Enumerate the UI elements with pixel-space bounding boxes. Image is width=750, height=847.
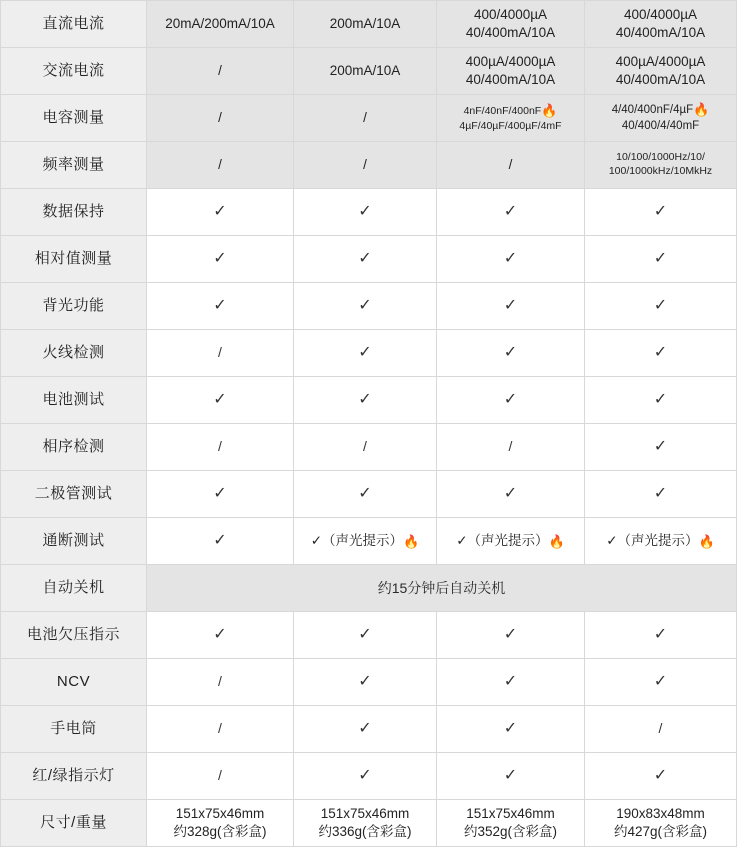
cell-line: 约336g(含彩盒) — [318, 824, 412, 839]
row-label: 红/绿指示灯 — [1, 753, 147, 800]
check-icon: ✓ — [358, 720, 372, 738]
cell-text: / — [218, 156, 222, 172]
cell-line: 4/40/400nF/4µF🔥 — [611, 102, 710, 118]
check-icon: ✓ — [358, 485, 372, 503]
spec-cell — [437, 48, 585, 95]
check-icon: ✓ — [653, 203, 668, 221]
spec-cell — [437, 330, 585, 377]
spec-cell — [585, 471, 737, 518]
table-row — [1, 565, 737, 612]
check-icon: ✓ — [358, 297, 372, 315]
cell-line: 151x75x46mm — [466, 805, 555, 821]
spec-cell — [437, 471, 585, 518]
spec-cell — [585, 753, 737, 800]
check-icon: ✓ — [358, 203, 372, 221]
check-icon: ✓ — [503, 673, 518, 691]
spec-cell — [585, 612, 737, 659]
spec-cell — [294, 236, 437, 283]
spec-cell — [585, 142, 737, 189]
spec-cell — [294, 142, 437, 189]
table-row — [1, 330, 737, 377]
spec-cell — [585, 1, 737, 48]
check-icon: ✓ — [213, 485, 227, 503]
check-icon: ✓ — [358, 344, 372, 362]
check-icon: ✓ — [653, 626, 668, 644]
cell-line: 40/400/4/40mF — [621, 119, 700, 132]
spec-cell — [147, 1, 294, 48]
check-icon: ✓ — [503, 250, 518, 268]
table-row — [1, 48, 737, 95]
flame-icon: 🔥 — [403, 533, 420, 549]
cell-line: 约352g(含彩盒) — [463, 824, 558, 839]
flame-icon: 🔥 — [698, 533, 715, 549]
cell-text: ✓（声光提示） — [456, 532, 549, 548]
spec-cell — [585, 330, 737, 377]
row-label: 电池欠压指示 — [1, 612, 147, 659]
table-row — [1, 189, 737, 236]
spec-cell — [585, 706, 737, 753]
row-label: 电池测试 — [1, 377, 147, 424]
cell-line: 40/400mA/10A — [615, 72, 706, 87]
spec-cell — [585, 95, 737, 142]
row-label: 火线检测 — [1, 330, 147, 377]
cell-line: 10/100/1000Hz/10/ — [616, 151, 705, 164]
check-icon: ✓ — [358, 767, 372, 785]
check-icon: ✓ — [213, 250, 227, 268]
cell-text: / — [218, 62, 222, 78]
cell-line: 4µF/40µF/400µF/4mF — [459, 119, 562, 132]
spec-cell — [294, 518, 437, 565]
spec-cell — [147, 753, 294, 800]
spec-cell — [147, 659, 294, 706]
not-available-mark: / — [658, 720, 663, 737]
check-icon: ✓ — [653, 250, 668, 268]
spec-cell — [437, 706, 585, 753]
spec-cell — [147, 142, 294, 189]
cell-line: 约427g(含彩盒) — [613, 824, 708, 839]
table-row — [1, 659, 737, 706]
check-icon: ✓ — [503, 344, 518, 362]
flame-icon: 🔥 — [693, 102, 710, 118]
flame-icon: 🔥 — [541, 102, 558, 118]
spec-cell — [147, 95, 294, 142]
spec-cell — [437, 283, 585, 330]
cell-line: 约328g(含彩盒) — [173, 824, 267, 839]
spec-cell — [437, 518, 585, 565]
row-label: NCV — [1, 659, 147, 706]
row-label: 手电筒 — [1, 706, 147, 753]
spec-cell — [294, 189, 437, 236]
cell-text: 20mA/200mA/10A — [165, 15, 275, 31]
check-icon: ✓ — [503, 720, 518, 738]
table-row — [1, 424, 737, 471]
table-row — [1, 95, 737, 142]
spec-table-body — [1, 1, 737, 847]
spec-cell — [585, 659, 737, 706]
check-icon: ✓ — [503, 203, 518, 221]
table-row — [1, 283, 737, 330]
row-label: 二极管测试 — [1, 471, 147, 518]
not-available-mark: / — [218, 438, 222, 455]
spec-cell — [294, 48, 437, 95]
cell-line: 400/4000µA — [623, 6, 698, 22]
not-available-mark: / — [218, 673, 222, 690]
not-available-mark: / — [218, 344, 222, 361]
spec-cell — [437, 95, 585, 142]
flame-icon: 🔥 — [548, 533, 565, 549]
cell-line: 4nF/40nF/400nF🔥 — [463, 102, 558, 118]
spec-cell — [294, 1, 437, 48]
spec-cell — [437, 800, 585, 847]
cell-line: 190x83x48mm — [616, 805, 705, 821]
check-icon: ✓ — [503, 391, 518, 409]
spec-cell — [585, 377, 737, 424]
spec-cell — [294, 753, 437, 800]
cell-line: 400/4000µA — [473, 6, 548, 22]
check-icon: ✓ — [213, 391, 227, 409]
spec-cell — [437, 1, 585, 48]
check-icon: ✓ — [213, 203, 227, 221]
check-icon: ✓ — [503, 297, 518, 315]
spec-cell — [437, 377, 585, 424]
cell-text: / — [363, 156, 367, 172]
check-icon: ✓ — [653, 297, 668, 315]
spec-cell — [437, 189, 585, 236]
spec-cell — [585, 424, 737, 471]
spec-cell — [585, 236, 737, 283]
cell-text: / — [508, 156, 513, 172]
check-icon: ✓ — [653, 391, 668, 409]
check-icon: ✓ — [358, 250, 372, 268]
row-label: 相序检测 — [1, 424, 147, 471]
row-label: 尺寸/重量 — [1, 800, 147, 847]
cell-text: / — [363, 109, 367, 125]
cell-line: 151x75x46mm — [175, 805, 265, 821]
spec-cell — [147, 283, 294, 330]
spec-cell — [147, 518, 294, 565]
check-icon: ✓ — [503, 626, 518, 644]
table-row — [1, 706, 737, 753]
check-icon: ✓ — [213, 626, 227, 644]
cell-text: / — [218, 109, 222, 125]
not-available-mark: / — [218, 720, 222, 737]
not-available-mark: / — [218, 767, 222, 784]
cell-line: 100/1000kHz/10MkHz — [608, 165, 713, 177]
spec-cell — [147, 377, 294, 424]
table-row — [1, 753, 737, 800]
cell-text: ✓（声光提示） — [606, 532, 699, 548]
cell-line: 400µA/4000µA — [465, 53, 556, 69]
spec-cell — [585, 518, 737, 565]
spec-cell — [294, 95, 437, 142]
spec-cell — [294, 283, 437, 330]
spec-cell — [585, 189, 737, 236]
spec-cell — [294, 706, 437, 753]
cell-line: 40/400mA/10A — [465, 25, 556, 40]
row-label: 通断测试 — [1, 518, 147, 565]
row-label: 数据保持 — [1, 189, 147, 236]
table-row — [1, 236, 737, 283]
check-icon: ✓ — [213, 532, 227, 550]
spec-cell — [437, 236, 585, 283]
not-available-mark: / — [363, 438, 367, 455]
table-row — [1, 800, 737, 847]
spec-cell — [585, 48, 737, 95]
cell-text: ✓（声光提示） — [310, 532, 404, 548]
table-row — [1, 471, 737, 518]
row-label: 直流电流 — [1, 1, 147, 48]
check-icon: ✓ — [358, 626, 372, 644]
row-label: 背光功能 — [1, 283, 147, 330]
spec-cell — [294, 612, 437, 659]
check-icon: ✓ — [503, 767, 518, 785]
table-row — [1, 1, 737, 48]
spec-cell — [437, 612, 585, 659]
spec-cell — [147, 330, 294, 377]
spec-cell — [147, 706, 294, 753]
spec-cell — [294, 424, 437, 471]
cell-line: 400µA/4000µA — [615, 53, 706, 69]
cell-line: 151x75x46mm — [320, 805, 410, 821]
check-icon: ✓ — [358, 673, 372, 691]
row-label: 频率测量 — [1, 142, 147, 189]
spec-cell — [294, 659, 437, 706]
check-icon: ✓ — [503, 485, 518, 503]
cell-line: 40/400mA/10A — [465, 72, 556, 87]
row-label: 电容测量 — [1, 95, 147, 142]
spec-cell — [585, 283, 737, 330]
row-label: 交流电流 — [1, 48, 147, 95]
check-icon: ✓ — [653, 673, 668, 691]
not-available-mark: / — [508, 438, 513, 455]
spec-cell — [147, 612, 294, 659]
cell-line: 40/400mA/10A — [615, 25, 706, 40]
check-icon: ✓ — [653, 767, 668, 785]
spec-cell — [147, 236, 294, 283]
cell-text: 200mA/10A — [329, 15, 401, 31]
check-icon: ✓ — [653, 344, 668, 362]
spec-cell — [585, 800, 737, 847]
spec-cell — [147, 424, 294, 471]
table-row — [1, 518, 737, 565]
check-icon: ✓ — [653, 485, 668, 503]
spec-cell — [437, 753, 585, 800]
cell-text: 200mA/10A — [329, 62, 401, 78]
row-label: 相对值测量 — [1, 236, 147, 283]
row-label: 自动关机 — [1, 565, 147, 612]
table-row — [1, 612, 737, 659]
spec-cell — [147, 189, 294, 236]
spec-cell — [437, 424, 585, 471]
spec-cell — [437, 659, 585, 706]
check-icon: ✓ — [213, 297, 227, 315]
check-icon: ✓ — [358, 391, 372, 409]
spec-cell — [147, 800, 294, 847]
check-icon: ✓ — [653, 438, 668, 456]
spec-cell — [294, 330, 437, 377]
table-row — [1, 142, 737, 189]
spec-cell — [294, 471, 437, 518]
spec-cell — [437, 142, 585, 189]
table-row — [1, 377, 737, 424]
spec-cell — [294, 377, 437, 424]
merged-note-cell: 约15分钟后自动关机 — [147, 565, 737, 612]
spec-cell — [147, 471, 294, 518]
spec-cell — [294, 800, 437, 847]
spec-cell — [147, 48, 294, 95]
